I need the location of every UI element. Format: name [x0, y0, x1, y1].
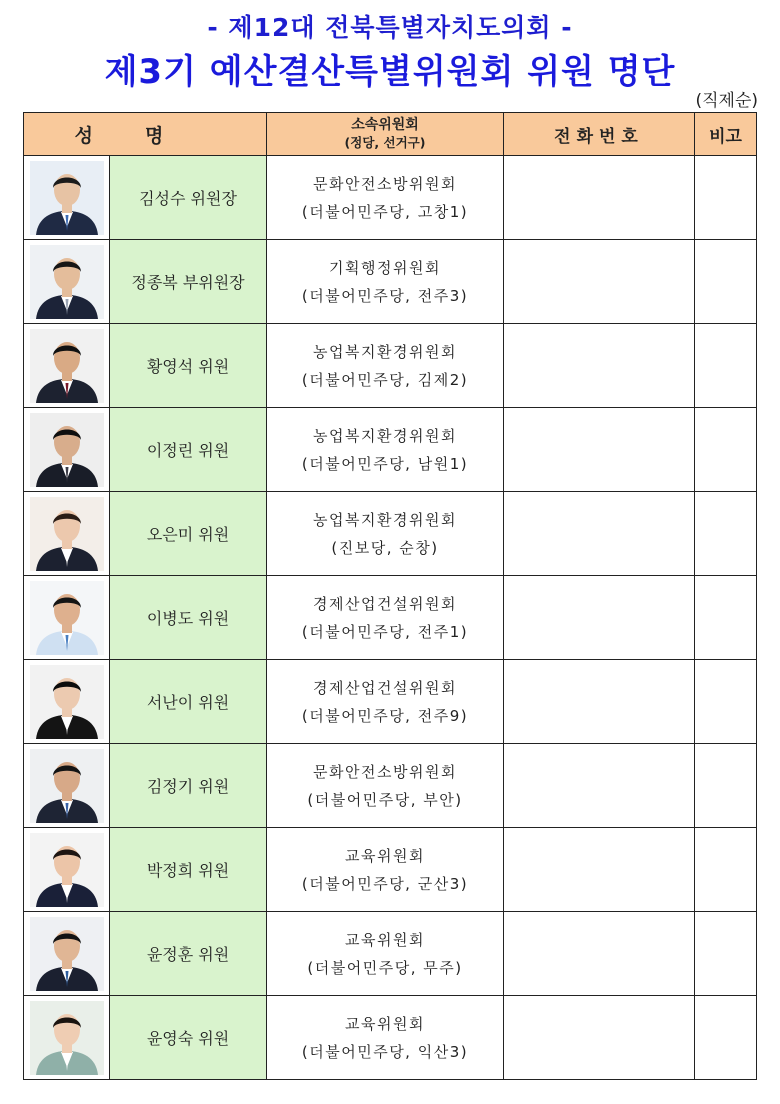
member-affiliation [267, 660, 504, 744]
member-committee: 농업복지환경위원회 [313, 426, 457, 445]
member-name: 황영석 위원 [110, 324, 267, 408]
table-row [24, 828, 757, 912]
member-portrait [30, 581, 104, 655]
table-row [24, 156, 757, 240]
member-affiliation [267, 408, 504, 492]
member-affiliation [267, 996, 504, 1080]
member-phone-cell [504, 828, 695, 912]
member-photo-cell [24, 744, 110, 828]
member-committee: 문화안전소방위원회 [313, 762, 457, 781]
member-name: 이병도 위원 [110, 576, 267, 660]
member-party-district: (더불어민주당, 전주1) [301, 622, 469, 641]
member-party-district: (더불어민주당, 익산3) [301, 1042, 469, 1061]
member-phone-cell [504, 744, 695, 828]
member-photo-cell [24, 828, 110, 912]
member-party-district: (더불어민주당, 남원1) [301, 454, 469, 473]
member-note-cell [695, 576, 757, 660]
table-row [24, 408, 757, 492]
member-party-district: (더불어민주당, 무주) [307, 958, 463, 977]
member-affiliation [267, 324, 504, 408]
member-name: 서난이 위원 [110, 660, 267, 744]
member-table [23, 112, 757, 1080]
member-portrait [30, 161, 104, 235]
member-phone-cell [504, 492, 695, 576]
member-name: 오은미 위원 [110, 492, 267, 576]
member-committee: 교육위원회 [345, 846, 425, 865]
member-note-cell [695, 240, 757, 324]
member-photo-cell [24, 912, 110, 996]
member-photo-cell [24, 996, 110, 1080]
member-portrait [30, 749, 104, 823]
member-name: 정종복 부위원장 [110, 240, 267, 324]
table-row [24, 240, 757, 324]
member-note-cell [695, 492, 757, 576]
order-note: (직제순) [695, 91, 758, 111]
member-note-cell [695, 912, 757, 996]
member-portrait [30, 917, 104, 991]
member-committee: 경제산업건설위원회 [313, 678, 457, 697]
member-note-cell [695, 660, 757, 744]
member-party-district: (더불어민주당, 고창1) [301, 202, 469, 221]
member-phone-cell [504, 240, 695, 324]
member-phone-cell [504, 576, 695, 660]
member-phone-cell [504, 156, 695, 240]
member-photo-cell [24, 156, 110, 240]
member-party-district: (더불어민주당, 전주9) [301, 706, 469, 725]
header-name [24, 113, 267, 156]
member-portrait [30, 497, 104, 571]
member-note-cell [695, 156, 757, 240]
table-row [24, 492, 757, 576]
member-note-cell [695, 996, 757, 1080]
member-affiliation [267, 156, 504, 240]
member-name: 김정기 위원 [110, 744, 267, 828]
member-name: 이정린 위원 [110, 408, 267, 492]
member-table-body [24, 156, 757, 1080]
table-row [24, 744, 757, 828]
member-committee: 농업복지환경위원회 [313, 510, 457, 529]
member-affiliation [267, 576, 504, 660]
member-photo-cell [24, 492, 110, 576]
member-portrait [30, 833, 104, 907]
member-party-district: (더불어민주당, 부안) [307, 790, 463, 809]
table-header-row [24, 113, 757, 156]
member-photo-cell [24, 576, 110, 660]
member-note-cell [695, 408, 757, 492]
member-name: 윤정훈 위원 [110, 912, 267, 996]
member-portrait [30, 329, 104, 403]
member-phone-cell [504, 912, 695, 996]
member-photo-cell [24, 324, 110, 408]
table-row [24, 576, 757, 660]
member-portrait [30, 1001, 104, 1075]
member-affiliation [267, 828, 504, 912]
member-party-district: (더불어민주당, 전주3) [301, 286, 469, 305]
member-affiliation [267, 240, 504, 324]
member-committee: 문화안전소방위원회 [313, 174, 457, 193]
member-party-district: (더불어민주당, 김제2) [301, 370, 469, 389]
member-note-cell [695, 744, 757, 828]
member-note-cell [695, 828, 757, 912]
member-portrait [30, 413, 104, 487]
member-photo-cell [24, 660, 110, 744]
member-photo-cell [24, 240, 110, 324]
header-affiliation-label: 소속위원회 [351, 117, 419, 133]
member-name: 윤영숙 위원 [110, 996, 267, 1080]
member-portrait [30, 245, 104, 319]
member-committee: 교육위원회 [345, 1014, 425, 1033]
header-phone: 전화번호 [504, 113, 695, 156]
council-subtitle: - 제12대 전북특별자치도의회 - [207, 13, 573, 42]
member-note-cell [695, 324, 757, 408]
member-photo-cell [24, 408, 110, 492]
member-party-district: (더불어민주당, 군산3) [301, 874, 469, 893]
member-committee: 농업복지환경위원회 [313, 342, 457, 361]
header-affiliation [267, 113, 504, 156]
table-row [24, 660, 757, 744]
member-phone-cell [504, 660, 695, 744]
member-committee: 교육위원회 [345, 930, 425, 949]
table-row [24, 912, 757, 996]
member-phone-cell [504, 324, 695, 408]
header-affiliation-sub: (정당, 선거구) [344, 135, 426, 150]
member-name: 박정희 위원 [110, 828, 267, 912]
table-row [24, 324, 757, 408]
member-committee: 경제산업건설위원회 [313, 594, 457, 613]
member-portrait [30, 665, 104, 739]
member-affiliation [267, 492, 504, 576]
member-phone-cell [504, 996, 695, 1080]
member-phone-cell [504, 408, 695, 492]
member-affiliation [267, 744, 504, 828]
header-note: 비고 [695, 113, 757, 156]
table-row [24, 996, 757, 1080]
member-affiliation [267, 912, 504, 996]
page-title: 제3기 예산결산특별위원회 위원 명단 [104, 52, 676, 92]
member-name: 김성수 위원장 [110, 156, 267, 240]
member-committee: 기획행정위원회 [329, 258, 441, 277]
header-name-label: 성명 [74, 124, 216, 147]
member-party-district: (진보당, 순창) [331, 538, 439, 557]
